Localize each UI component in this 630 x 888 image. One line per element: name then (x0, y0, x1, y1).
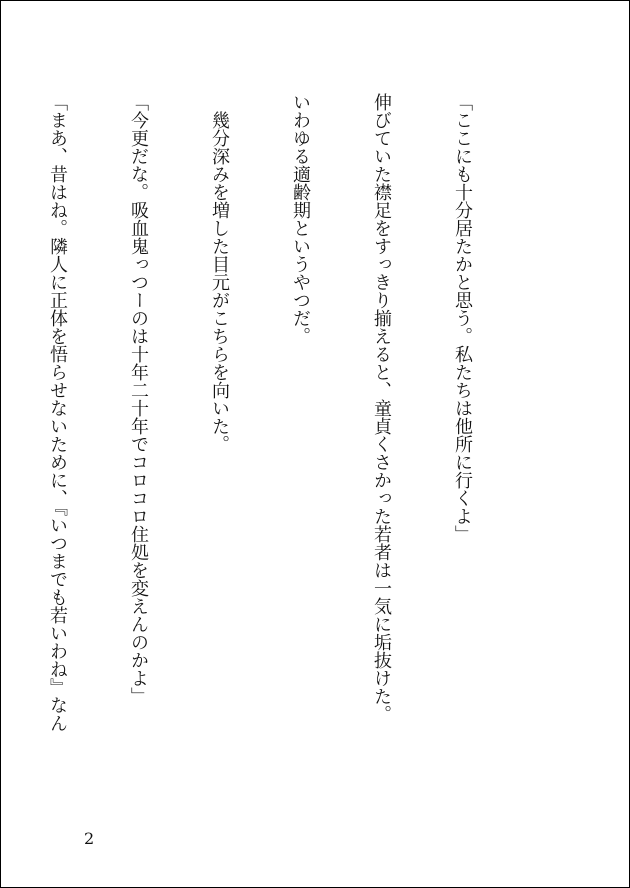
text-line: 幾分深みを増した目元がこちらを向いた。 (209, 93, 230, 453)
text-line: いわゆる適齢期というやつだ。 (290, 93, 311, 345)
text-line: 「今更だな。吸血鬼っつーのは十年二十年でコロコロ住処を変えんのかよ」 (128, 93, 149, 705)
text-line: 「ここにも十分居たかと思う。私たちは他所に行くよ」 (452, 93, 473, 543)
text-line: 「まあ、昔はね。隣人に正体を悟らせないために、『いつまでも若いわね』なん (47, 93, 68, 732)
text-line: 伸びていた襟足をすっきり揃えると、童貞くさかった若者は一気に垢抜けた。 (371, 93, 392, 723)
page-number: 2 (84, 829, 95, 848)
vertical-text-body (0, 93, 530, 733)
